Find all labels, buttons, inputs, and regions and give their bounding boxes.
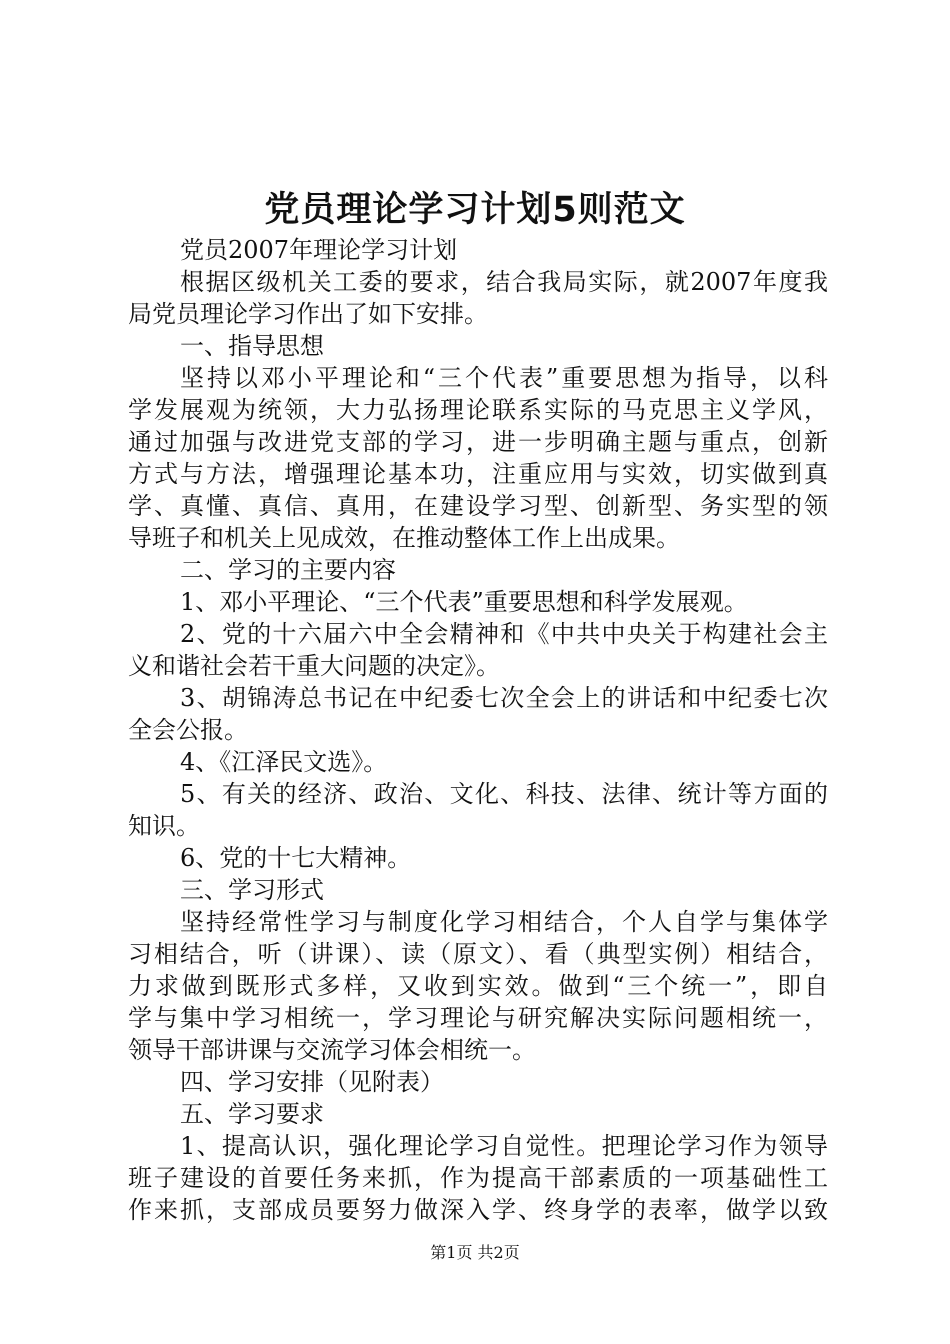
paragraph-line: 作来抓，支部成员要努力做深入学、终身学的表率，做学以致 — [128, 1196, 828, 1224]
section-heading: 三、学习形式 — [180, 876, 324, 904]
paragraph-line: 局党员理论学习作出了如下安排。 — [128, 300, 488, 328]
paragraph-line: 党员2007年理论学习计划 — [180, 236, 458, 264]
paragraph-line: 知识。 — [128, 812, 200, 840]
paragraph-line: 4、《江泽民文选》。 — [180, 748, 388, 776]
paragraph-line: 全会公报。 — [128, 716, 248, 744]
paragraph-line: 义和谐社会若干重大问题的决定》。 — [128, 652, 500, 680]
paragraph-line: 导班子和机关上见成效，在推动整体工作上出成果。 — [128, 524, 680, 552]
paragraph-line: 方式与方法，增强理论基本功，注重应用与实效，切实做到真 — [128, 460, 828, 488]
paragraph-line: 5、有关的经济、政治、文化、科技、法律、统计等方面的 — [180, 780, 828, 808]
paragraph-line: 2、党的十六届六中全会精神和《中共中央关于构建社会主 — [180, 620, 828, 648]
section-heading: 五、学习要求 — [180, 1100, 324, 1128]
paragraph-line: 学与集中学习相统一，学习理论与研究解决实际问题相统一， — [128, 1004, 828, 1032]
page-number: 第1页 共2页 — [430, 1243, 520, 1262]
document-body — [128, 234, 828, 1226]
section-heading: 二、学习的主要内容 — [180, 556, 396, 584]
paragraph-line: 3、胡锦涛总书记在中纪委七次全会上的讲话和中纪委七次 — [180, 684, 828, 712]
paragraph-line: 学发展观为统领，大力弘扬理论联系实际的马克思主义学风， — [128, 396, 828, 424]
paragraph-line: 力求做到既形式多样，又收到实效。做到“三个统一”，即自 — [128, 972, 828, 1000]
section-heading: 四、学习安排（见附表） — [180, 1068, 444, 1096]
paragraph-line: 6、党的十七大精神。 — [180, 844, 412, 872]
paragraph-line: 1、提高认识，强化理论学习自觉性。把理论学习作为领导 — [180, 1132, 828, 1160]
paragraph-line: 坚持以邓小平理论和“三个代表”重要思想为指导，以科 — [180, 364, 828, 392]
paragraph-line: 班子建设的首要任务来抓，作为提高干部素质的一项基础性工 — [128, 1164, 828, 1192]
paragraph-line: 1、邓小平理论、“三个代表”重要思想和科学发展观。 — [180, 588, 748, 616]
paragraph-line: 通过加强与改进党支部的学习，进一步明确主题与重点，创新 — [128, 428, 828, 456]
paragraph-line: 领导干部讲课与交流学习体会相统一。 — [128, 1036, 536, 1064]
paragraph-line: 坚持经常性学习与制度化学习相结合，个人自学与集体学 — [180, 908, 828, 936]
paragraph-line: 习相结合，听（讲课）、读（原文）、看（典型实例）相结合， — [128, 940, 828, 968]
page-title: 党员理论学习计划5则范文 — [264, 190, 686, 230]
section-heading: 一、指导思想 — [180, 332, 324, 360]
paragraph-line: 根据区级机关工委的要求，结合我局实际，就2007年度我 — [180, 268, 828, 296]
paragraph-line: 学、真懂、真信、真用，在建设学习型、创新型、务实型的领 — [128, 492, 828, 520]
